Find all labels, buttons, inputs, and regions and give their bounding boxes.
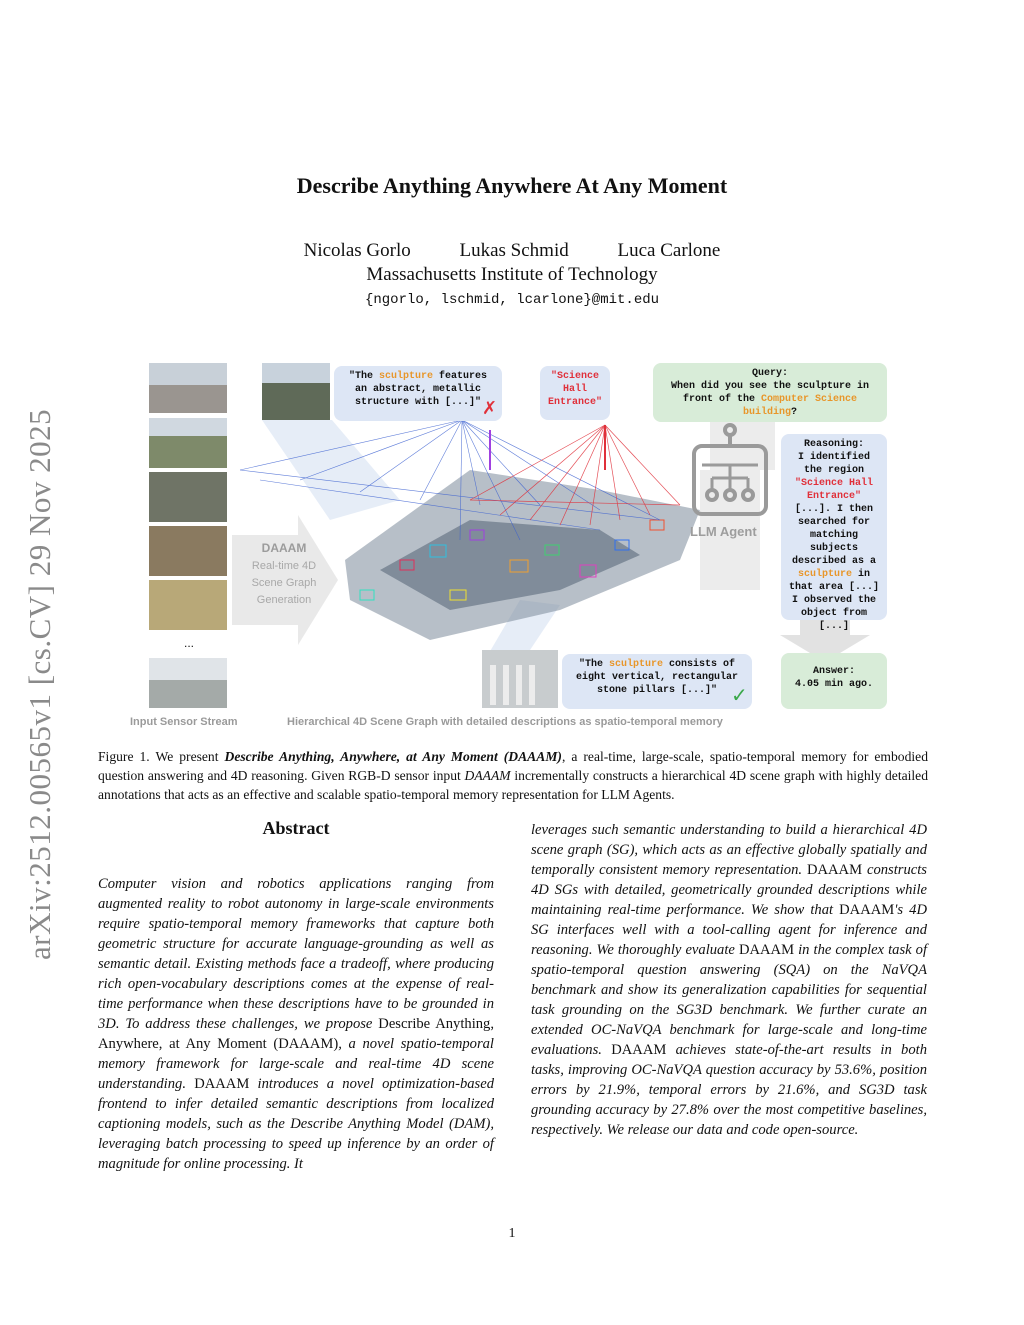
llm-agent-label: LLM Agent bbox=[690, 524, 757, 539]
sensor-frame-thumbnail bbox=[149, 363, 227, 385]
author-emails: {ngorlo, lschmid, lcarlone}@mit.edu bbox=[364, 292, 660, 308]
image-projection-beam bbox=[262, 420, 400, 520]
input-stream-label: Input Sensor Stream bbox=[130, 716, 238, 728]
region-label-bubble: "Science Hall Entrance" bbox=[540, 366, 610, 420]
sensor-frame-thumbnail bbox=[149, 526, 227, 576]
abstract-heading: Abstract bbox=[262, 818, 330, 838]
incorrect-mark-icon: ✗ bbox=[482, 398, 498, 419]
correct-mark-icon: ✓ bbox=[731, 683, 748, 707]
sensor-frame-thumbnail bbox=[149, 472, 227, 522]
daaam-arrow-label: DAAAM Real-time 4D Scene Graph Generation bbox=[251, 541, 317, 606]
reasoning-box: Reasoning: I identified the region "Science Hall Entrance" [...]. I then searched for matching subjects described as a sculpture in that area [...] I observed the object from [...] bbox=[781, 434, 887, 620]
author-name: Lukas Schmid bbox=[459, 240, 569, 261]
more-frames-ellipsis: ... bbox=[184, 636, 195, 650]
sensor-frame-thumbnail bbox=[149, 418, 227, 436]
page-number: 1 bbox=[508, 1226, 516, 1241]
scene-graph-label: Hierarchical 4D Scene Graph with detailed descriptions as spatio-temporal memory bbox=[287, 716, 723, 728]
abstract-text-right: leverages such semantic understanding to build a hierarchical 4D scene graph (SG), which acts as an effective globally spatially and temporally consistent memory representation. DAAAM constructs 4D SGs with detailed, geometrically grounded descriptions while maintaining real-time performance. We show that DAAAM's 4D SG interfaces well with a tool-calling agent for inference and reasoning. We thoroughly evaluate DAAAM in the complex task of spatio-temporal question answering (SQA) on the NaVQA benchmark and show its generalization capabilities for sequential task grounding on the SG3D benchmark. We further curate an extended OC-NaVQA benchmark for large-scale and long-time evaluations. DAAAM achieves state-of-the-art results in both tasks, improving OC-NaVQA question accuracy by 53.6%, position errors by 21.9%, temporal errors by 21.6%, and SG3D task grounding accuracy by 27.8% over the most competitive baselines, respectively. We release our data and code open-source. bbox=[531, 822, 928, 1138]
sensor-frame-thumbnail bbox=[149, 658, 227, 680]
caption-bubble-correct: "The sculpture consists of eight vertical, rectangular stone pillars [...]" bbox=[562, 654, 752, 709]
author-name: Nicolas Gorlo bbox=[303, 240, 411, 261]
author-name: Luca Carlone bbox=[617, 240, 721, 261]
arxiv-identifier: arXiv:2512.00565v1 [cs.CV] 29 Nov 2025 bbox=[22, 408, 57, 960]
answer-box: Answer: 4.05 min ago. bbox=[781, 653, 887, 709]
caption-bubble-wrong: "The sculpture features an abstract, metallic structure with [...]" bbox=[334, 366, 502, 421]
query-box: Query: When did you see the sculpture in front of the Computer Science building? bbox=[653, 363, 887, 422]
affiliation: Massachusetts Institute of Technology bbox=[366, 264, 658, 285]
paper-title: Describe Anything Anywhere At Any Moment bbox=[296, 173, 728, 198]
sensor-frame-thumbnail bbox=[149, 580, 227, 630]
figure-caption: Figure 1. We present Describe Anything, Anywhere, at Any Moment (DAAAM), a real-time, large-scale, spatio-temporal memory for embodied question answering and 4D reasoning. Given RGB-D sensor input DAAAM incrementally constructs a hierarchical 4D scene graph with highly detailed annotations that acts as an effective and scalable spatio-temporal memory representation for LLM Agents. bbox=[98, 749, 929, 802]
abstract-text-left: Computer vision and robotics applications ranging from augmented reality to robot autonomy in large-scale environments require spatio-temporal memory frameworks that capture both geometric structure for accurate language-grounding as well as semantic detail. Existing methods face a tradeoff, where producing rich open-vocabulary descriptions comes at the expense of real-time performance when these descriptions have to be grounded in 3D. To address these challenges, we propose Describe Anything, Anywhere, at Any Moment (DAAAM), a novel spatio-temporal memory framework for large-scale and real-time 4D scene understanding. DAAAM introduces a novel optimization-based frontend to infer detailed semantic descriptions from localized captioning models, such as the Describe Anything Model (DAM), leveraging batch processing to speed up inference by an order of magnitude for online processing. It bbox=[98, 876, 494, 1172]
